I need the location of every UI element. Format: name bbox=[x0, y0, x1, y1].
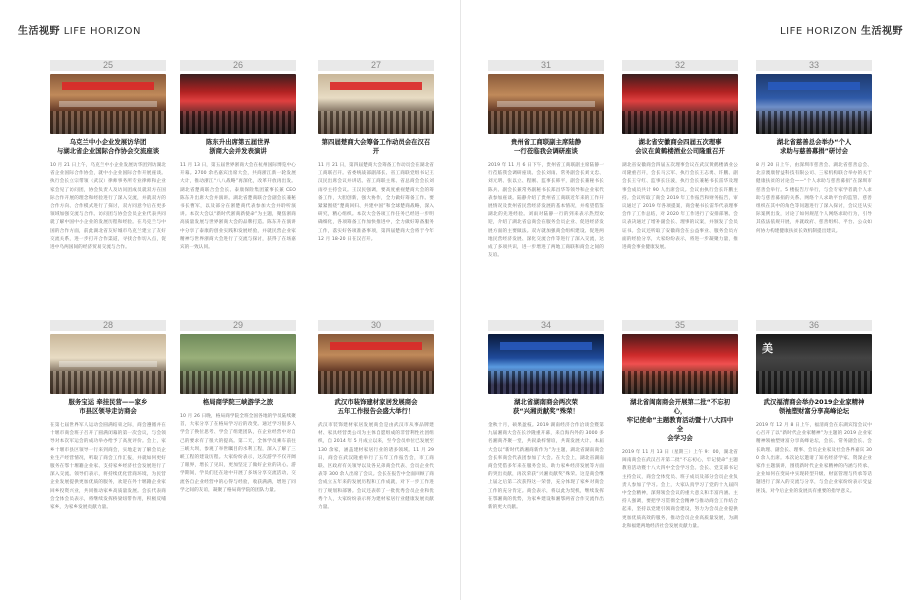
card-title: 湖北省慈善总会举办“个人 求助与慈善募捐”研讨会 bbox=[776, 138, 852, 155]
card-title: 服务宝运 牵挂民营——家乡 市县区领导走访商会 bbox=[68, 398, 148, 415]
card-title: 湖北省安徽商会四届五次理事 会议在黄鹤楼酒业公司隆重召开 bbox=[635, 138, 725, 155]
card-body: 10 月 26 日晚，格局商学院全班全国各地的学员陆续聚首，大家分享了在格局学习后的改变。通过学习很多人学会了换位思考、学会了组建团队，在企业经营中对自己的要求有了很大的提高。第二天，全体学员乘车前往三峡大坝，参观了举世瞩目的水利工程，深入了解了三峡工程的建设历程。大家纷纷表示，这次游学不仅开阔了眼界，增长了见识，更加坚定了做好企业的决心。游学期间，学员们还在途中开展了多场分享交流活动，交流各自企业经营中的心得与经验，收获满满，增进了同学之间的友谊，凝聚了格局商学院的团队力量。 bbox=[180, 414, 296, 493]
card-body: 10 月 21 日上午，乌克兰中小企业发展访华团到访湖北省企业国际合作协会，就中小企业国际合作开展座谈。执行会长立宗带领（武汉）律师事务所专业律师和企业家会见了访问团，协会负责人及访问团成员就双方在国际合作开展的理念和经验进行了深入交流，并就双方的合作方向、合作模式进行了探讨，双方同意今后在更多领域加强交流与合作。访问团与协会会员企业代表共同就了解中国中小企业的发展历程和经验。在乌克兰与中国的合作方面，前此湖北省友好城市乌克兰建立了友好交流关系，进一步打开合作渠道，寻找合作切入点，促进中乌两国间的经济贸易交流与合作。 bbox=[50, 163, 166, 251]
event-photo bbox=[180, 74, 296, 134]
event-photo bbox=[622, 74, 738, 134]
card-number: 27 bbox=[318, 60, 434, 71]
news-card-35 bbox=[622, 320, 738, 579]
news-card-33 bbox=[756, 60, 872, 284]
crowd-graphic bbox=[180, 371, 296, 394]
crowd-graphic bbox=[488, 371, 604, 394]
card-body: 金秋十月，硕果盈枝。2019 湖南经济合作洽谈会暨第九届湘商大会在长沙隆重开幕，来自海内外的 3000 多名湘商齐聚一堂，共叙桑梓情谊，共谋发展大计。本届大会以“新时代新湘商新作为”为主题，湖北省湖南商会会长率商会代表团参加了大会。在大会上，湖北省湖南商会凭借多年来在服务会员、助力家乡经济发展等方面的突出贡献，再次荣获“兴湘贡献奖”殊荣。这是商会继上届之后第二次获得这一荣誉，充分体现了家乡对商会工作的充分肯定。商会表示，将以此为契机，继续发挥在鄂湘商的优势，为家乡建设和湘鄂两省合作交流作出新的更大贡献。 bbox=[488, 423, 604, 511]
stage-backdrop-graphic: 美 bbox=[762, 342, 774, 355]
crowd-graphic bbox=[318, 371, 434, 394]
crowd-graphic bbox=[180, 111, 296, 134]
card-number: 28 bbox=[50, 320, 166, 331]
table-graphic bbox=[59, 101, 156, 107]
banner-graphic bbox=[330, 342, 423, 349]
banner-graphic bbox=[62, 82, 155, 89]
header-right-en: LIFE HORIZON bbox=[780, 26, 858, 37]
card-number: 32 bbox=[622, 60, 738, 71]
news-card-28 bbox=[50, 320, 166, 542]
crowd-graphic bbox=[622, 111, 738, 134]
event-photo bbox=[180, 334, 296, 394]
card-body: 2019 年 12 月 8 日上午，福清商会在东湖宾馆会议中心召开了以“新时代企业家精神”为主题的 2019 企业家精神领袖塑财富分享高峰论坛，会长、常务副会长、会长助理、副会长、理事、会员企业家及社会各界嘉宾 300 余人出席。本次论坛邀请了知名经济学家、资深企业家作主题演讲，围绕新时代企业家精神的内涵与传承、企业如何在变局中实现转型升级、财富管理与传承等话题进行了深入的交流与分享，与会企业家纷纷表示受益匪浅，对今后企业的发展具有重要的指导意义。 bbox=[756, 423, 872, 494]
crowd-graphic bbox=[50, 111, 166, 134]
card-number: 36 bbox=[756, 320, 872, 331]
event-photo bbox=[622, 334, 738, 394]
card-title: 格局商学院三峡游学之旅 bbox=[202, 398, 274, 406]
banner-graphic bbox=[330, 82, 423, 89]
event-photo bbox=[50, 74, 166, 134]
card-number: 35 bbox=[622, 320, 738, 331]
card-title: 贵州省工商联副主席陆静 一行莅临我会调研座谈 bbox=[510, 138, 582, 155]
crowd-graphic bbox=[50, 371, 166, 394]
event-photo bbox=[50, 334, 166, 394]
event-photo bbox=[318, 334, 434, 394]
card-title: 湖北省闽南商会开展第二批“不忘初心， 牢记使命”主题教育活动暨十八大四中全 会学习会 bbox=[626, 398, 734, 442]
banner-graphic bbox=[768, 82, 861, 89]
card-body: 11 月 21 日，第四届楚商大会筹备工作动员会在湖北省工商联召开。省委统战部副部长、省工商联党组书记王汉民出席会议并讲话。省工商联主席、省总商会会长刘雨亭主持会议。王汉民强调，要高度重视楚商大会的筹备工作，大胆创新，强大协作，全力做好筹备工作。要紧紧围绕“楚商回归、共建中国”和全球楚商战略，深入研究，精心组织。本次大会各项工作任务已经进一步明确细化，各项筹备工作加快推进中，全力做好筹备服务工作，落实好各项准备事项，第四届楚商大会将于今年 12 月 18-20 日在汉召开。 bbox=[318, 163, 434, 242]
event-photo bbox=[488, 74, 604, 134]
card-title: 湖北省湖南商会两次荣 获“兴湘贡献奖”殊荣！ bbox=[513, 398, 579, 415]
crowd-graphic bbox=[318, 111, 434, 134]
news-card-25 bbox=[50, 60, 166, 284]
card-number: 30 bbox=[318, 320, 434, 331]
news-card-29 bbox=[180, 320, 296, 553]
card-title: 乌克兰中小企业发展访华团 与湖北省企业国际合作协会交流座谈 bbox=[56, 138, 160, 155]
card-body: 在第七届世界军人运动会圆满结束之际，商会遵循并在十堰市商会班子召开了圆满闭幕的第一次会议，与会领导对本次军运会的成功举办给予了高度评价。会上，家乡十堰市县区领导一行来到商会，实地走访了解会员企业生产经营情况，听取了商会工作汇报，并就如何更好服务在鄂十堰籍企业家、支持家乡经济社会发展进行了深入交流。领导们表示，将持续优化营商环境，为民营企业发展提供更加优质的服务，欢迎在外十堰籍企业家回乡投资兴业，共同推动家乡高质量发展。会长代表商会全体会员表示，将继续发挥桥梁纽带作用，积极反哺家乡，为家乡发展贡献力量。 bbox=[50, 423, 166, 511]
event-photo bbox=[756, 74, 872, 134]
card-body: 2019 年 11 月 6 日下午，贵州省工商联副主席陆静一行莅临我会调研座谈。会长刘雨、常务副会长刘文忠、刘元明、张以立、程刚、监事长韩平，副会长兼秘书长陈兵、副会长兼常务副秘书长郑昌华等领导和企业家代表参加座谈。陆静介绍了贵州省工商联近年来的工作开展情况及贵州省民营经济发展的基本情况，并希望借鉴湖北的先进经验。刘雨对陆静一行的到来表示热烈欢迎，介绍了湖北省总商会在服务会员企业、促进经济发展方面的主要做法。双方就加强商会组织建设、促进两地民营经济发展、深化交流合作等进行了深入交流，达成了多项共识，进一步增进了两地工商联和商会之间的友谊。 bbox=[488, 163, 604, 259]
card-body: 11 月 13 日，第五届世界浙商大会在杭州国际博览中心开幕。2700 余名嘉宾出席大会，共商浙江新一轮发展大计，推动浙江“八八战略”再深化，改革开放再出发。湖北省楚商联合会会长、泰康保险集团董事长兼 CEO 陈东升出席大会并演讲。湖北省楚商联合会副会长兼秘书长曹军，以及部分在浙楚商代表参加大会并聆听演讲。本次大会以“新时代浙商新使命”为主题，聚焦浙商高质量发展与世界浙商大会的品牌打造。陈东升在演讲中分享了泰康的创业实践和发展经验，并就民营企业家精神与世界浙商大会进行了交流与探讨，获得了在场嘉宾的一致认同。 bbox=[180, 163, 296, 251]
card-title: 陈东升出席第五届世界 浙商大会并发表演讲 bbox=[206, 138, 270, 155]
news-card-26 bbox=[180, 60, 296, 284]
news-card-32 bbox=[622, 60, 738, 284]
card-number: 29 bbox=[180, 320, 296, 331]
event-photo bbox=[488, 334, 604, 394]
header-left bbox=[18, 22, 141, 37]
card-body: 8 月 20 日上午，由深圳市慈善会、湖北省慈善总会、北京澳康智益科技有限公司、三家机构联合举办的关于健康扶贫的讨论会——“个人求助与慈善募捐”在深圳市慈善会举行。5 楼报告厅举行，与会专家学者就个人求助与慈善募捐的关系、网络个人求助平台的监管、慈善组织在其中的角色等问题进行了深入探讨，会议还从实际案例出发，讨论了如何规范个人网络求助行为，引导其依法依规开展，并就政府、慈善组织、平台、公众如何协力构建健康扶贫长效机制提出建议。 bbox=[756, 163, 872, 234]
crowd-graphic bbox=[756, 371, 872, 394]
news-card-30 bbox=[318, 320, 434, 552]
card-number: 26 bbox=[180, 60, 296, 71]
header-left-en: LIFE HORIZON bbox=[63, 26, 141, 37]
crowd-graphic bbox=[756, 111, 872, 134]
crowd-graphic bbox=[622, 371, 738, 394]
news-card-27 bbox=[318, 60, 434, 292]
card-body: 武汉市装饰建材家居发展商会是由武汉市从事品牌建材、家具经营类公司为主体自愿组成的非营利性社团组织，自 2014 年 5 月成立以来，至今会员单位已发展至 130 余家，涵盖建材家居行业的诸多领域。11 月 29 日，商会在武汉隆重举行了五年工作报告会，市工商联、区政府有关领导以及各兄弟商会代表、会员企业代表等 300 余人出席了会议。会长在报告中全面回顾了商会成立五年来的发展历程和工作成就，对下一步工作进行了规划和部署。会议还表彰了一批优秀会员企业和优秀个人，大家纷纷表示将为建材家居行业健康发展贡献力量。 bbox=[318, 423, 434, 511]
card-title: 武汉福清商会举办2019企业家精神 领袖塑财富分享高峰论坛 bbox=[763, 398, 865, 415]
news-card-36 bbox=[756, 320, 872, 542]
header-left-cn: 生活视野 bbox=[18, 26, 60, 37]
header-right-cn: 生活视野 bbox=[861, 26, 903, 37]
table-graphic bbox=[59, 361, 156, 367]
card-body: 2019 年 11 月 13 日（星期三）上午 9：00，湖北省闽南商会在武汉召开第二批“不忘初心，牢记使命”主题教育活动暨十八大四中全会学习会。会长、党支部书记主持会议，商会全体党员、班子成员及部分会员企业负责人参加了学习。会上，大家认真学习了党的十九届四中全会精神，深刻领会会议的重大意义和丰富内涵。主持人强调，要把学习贯彻全会精神与推动商会工作结合起来，坚持以党建引领商会建设，努力为会员企业提供更加优质高效的服务，推动会员企业高质量发展，为湖北和福建两地经济社会发展贡献力量。 bbox=[622, 450, 738, 529]
card-title: 第四届楚商大会筹备工作动员会在汉召开 bbox=[321, 138, 431, 155]
crowd-graphic bbox=[488, 111, 604, 134]
card-number: 25 bbox=[50, 60, 166, 71]
card-body: 湖北省安徽商会四届五次理事会议在武汉黄鹤楼酒业公司隆重召开，会长马云军、执行会长王志勇、许鹏、副会长王守红、监事长汪波，执行会长兼秘书长雷华及理事会成员共计 90 人出席会议。会议由执行会长许鹏主持。会议听取了商会 2019 年工作报告和财务报告，审议通过了 2019 年各项提案，商会秘书长雷华代表理事会作了工作总结，对 2020 年工作进行了安排部署。会议表决通过了增补副会长、理事的议案，并颁发了会员证书。会议还听取了安徽商会在公益事业、服务会员方面的经验分享，大家纷纷表示，将进一步凝聚力量，推进商会事业健康发展。 bbox=[622, 163, 738, 251]
table-graphic bbox=[497, 101, 594, 107]
banner-graphic bbox=[500, 342, 593, 349]
news-card-31 bbox=[488, 60, 604, 284]
page-gutter bbox=[460, 0, 461, 600]
card-number: 34 bbox=[488, 320, 604, 331]
card-number: 33 bbox=[756, 60, 872, 71]
event-photo bbox=[318, 74, 434, 134]
card-title: 武汉市装饰建材家居发展商会 五年工作报告会盛大举行！ bbox=[334, 398, 418, 415]
event-photo bbox=[756, 334, 872, 394]
header-right bbox=[780, 22, 903, 37]
card-number: 31 bbox=[488, 60, 604, 71]
news-card-34 bbox=[488, 320, 604, 572]
